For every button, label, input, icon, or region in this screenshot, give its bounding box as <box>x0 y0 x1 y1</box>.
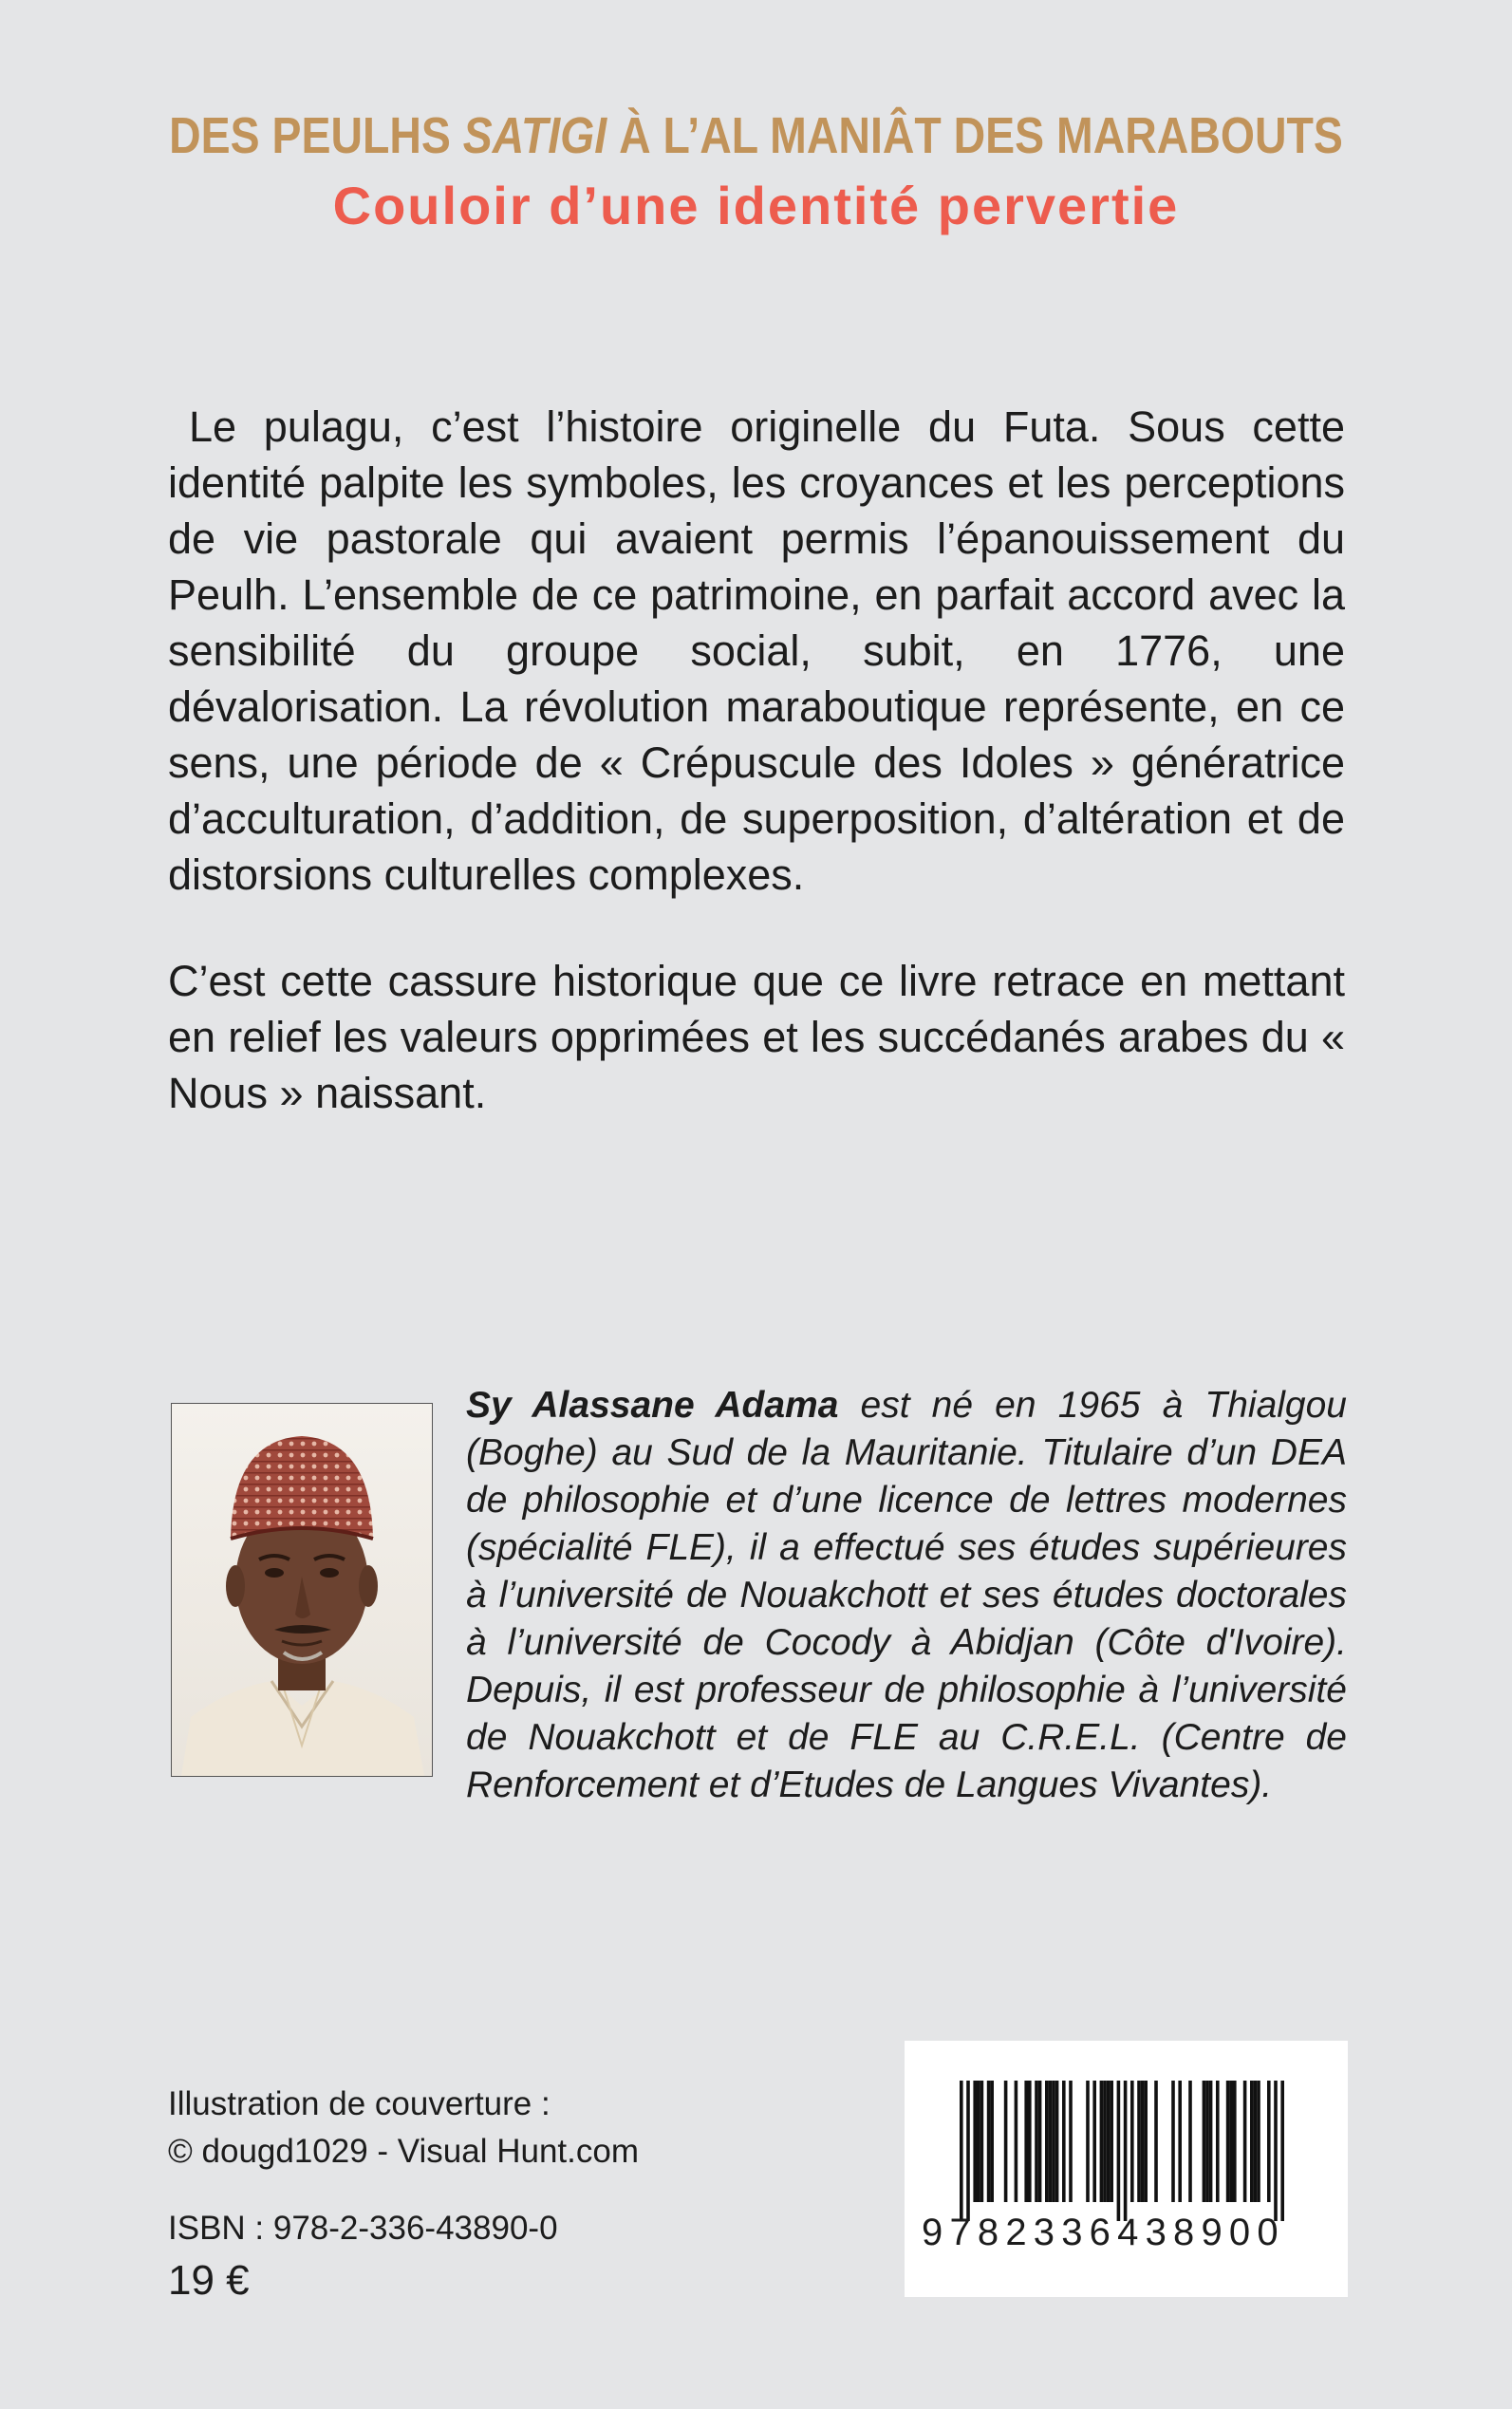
barcode-bar <box>1024 2081 1028 2202</box>
author-bio-text: est né en 1965 à Thialgou (Boghe) au Sud de la Mauritanie. Titulaire d’un DEA de philosophie et d’une licence de lettres modernes (spécialité FLE), il a effectué ses études supérieures à l’université de Nouakchott et ses études doctorales à l’université de Cocody à Abidjan (Côte d'Ivoire). Depuis, il est professeur de philosophie à l’université de Nouakchott et de FLE au C.R.E.L. (Centre de Renforcement et d’Etudes de Langues Vivantes). <box>466 1385 1347 1805</box>
barcode-bar <box>1154 2081 1158 2202</box>
barcode-bar <box>1045 2081 1049 2202</box>
barcode-bars <box>905 2041 1348 2297</box>
title-suffix: À L’AL MANIÂT DES MARABOUTS <box>607 107 1343 164</box>
barcode-bar <box>1028 2081 1032 2202</box>
barcode-bar <box>987 2081 991 2202</box>
author-name: Sy Alassane Adama <box>466 1385 839 1426</box>
barcode-bar <box>1188 2081 1192 2202</box>
barcode-bar <box>1110 2081 1113 2202</box>
barcode-bar <box>1049 2081 1053 2202</box>
book-subtitle: Couloir d’une identité pervertie <box>332 176 1180 235</box>
barcode-bar <box>1141 2081 1145 2202</box>
barcode-bar <box>966 2081 970 2221</box>
barcode-bar <box>1004 2081 1008 2202</box>
price: 19 € <box>168 2257 250 2304</box>
barcode-bar <box>1052 2081 1055 2202</box>
barcode-bar <box>1254 2081 1258 2202</box>
barcode-bar <box>1216 2081 1220 2202</box>
barcode-bar <box>1171 2081 1175 2202</box>
author-bio <box>466 1382 1347 1809</box>
barcode-bar <box>1069 2081 1073 2202</box>
barcode-bar <box>960 2081 963 2221</box>
barcode-bar <box>977 2081 980 2202</box>
title-italic-word: SATIGI <box>462 107 607 164</box>
barcode-bar <box>1117 2081 1121 2221</box>
barcode-bar <box>1055 2081 1059 2202</box>
barcode-bar <box>1035 2081 1038 2202</box>
credit-line-2: © dougd1029 - Visual Hunt.com <box>168 2133 639 2170</box>
barcode-bar <box>1107 2081 1111 2202</box>
barcode-bar <box>973 2081 977 2202</box>
barcode-bar <box>1243 2081 1247 2202</box>
barcode-bar <box>1103 2081 1107 2202</box>
barcode-bar <box>1226 2081 1230 2202</box>
isbn: ISBN : 978-2-336-43890-0 <box>168 2210 558 2247</box>
barcode-bar <box>980 2081 984 2202</box>
barcode-bar <box>1124 2081 1128 2221</box>
barcode-bar <box>1062 2081 1066 2202</box>
barcode <box>905 2041 1348 2297</box>
barcode-bar <box>1203 2081 1206 2202</box>
barcode-bar <box>1086 2081 1090 2202</box>
barcode-bar <box>1209 2081 1213 2202</box>
barcode-bar <box>1038 2081 1042 2202</box>
barcode-bar <box>1178 2081 1182 2202</box>
barcode-bar <box>1257 2081 1260 2202</box>
title-prefix: DES PEULHS <box>169 107 463 164</box>
barcode-bar <box>1233 2081 1237 2202</box>
barcode-bar <box>1205 2081 1209 2202</box>
barcode-bar <box>1274 2081 1278 2221</box>
blurb-paragraph-2: C’est cette cassure historique que ce livre retrace en mettant en relief les valeurs opprimées et les succédanés arabes du « Nous » naissant. <box>168 957 1345 1117</box>
barcode-bar <box>1280 2081 1284 2221</box>
barcode-bar <box>1229 2081 1233 2202</box>
barcode-number: 9782336438900 <box>922 2212 1285 2253</box>
barcode-bar <box>1100 2081 1104 2202</box>
barcode-bar <box>1130 2081 1134 2202</box>
barcode-bar <box>1250 2081 1254 2202</box>
credit-line-1: Illustration de couverture : <box>168 2085 551 2122</box>
barcode-bar <box>990 2081 994 2202</box>
barcode-bar <box>1267 2081 1271 2202</box>
blurb-paragraph-1: Le pulagu, c’est l’histoire originelle du Futa. Sous cette identité palpite les symboles, les croyances et les perceptions de vie pastorale qui avaient permis l’épanouissement du Peulh. L’ensemble de ce patrimoine, en parfait accord avec la sensibilité du groupe social, subit, en 1776, une dévalorisation. La révolution maraboutique représente, en ce sens, une période de « Crépuscule des Idoles » génératrice d’acculturation, d’addition, de superposition, d’altération et de distorsions culturelles complexes. <box>168 402 1345 899</box>
book-title <box>106 106 1407 165</box>
barcode-bar <box>1092 2081 1096 2202</box>
barcode-bar <box>1137 2081 1141 2202</box>
cover-credit <box>168 2081 639 2176</box>
barcode-bar <box>1144 2081 1148 2202</box>
barcode-bar <box>1015 2081 1018 2202</box>
author-photo <box>171 1403 433 1777</box>
